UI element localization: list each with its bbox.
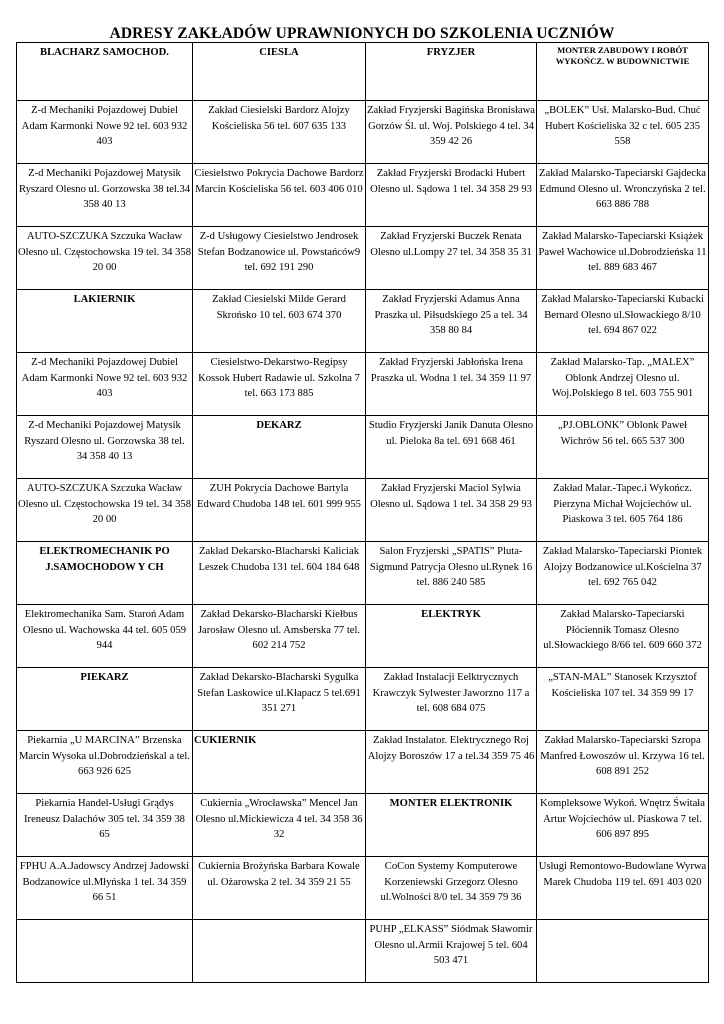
section-heading: ELEKTRYK: [366, 605, 537, 668]
address-cell: Z-d Usługowy Ciesielstwo Jendrosek Stefan Bodzanowice ul. Powstańców9 tel. 692 191 290: [193, 227, 366, 290]
section-heading: MONTER ELEKTRONIK: [366, 794, 537, 857]
empty-cell: [537, 920, 709, 983]
address-cell: Zakład Malarsko-Tapeciarski Kubacki Bernard Olesno ul.Słowackiego 8/10 tel. 694 867 022: [537, 290, 709, 353]
address-cell: Ciesielstwo Pokrycia Dachowe Bardorz Marcin Kościeliska 56 tel. 603 406 010: [193, 164, 366, 227]
address-cell: Cukiernia Brożyńska Barbara Kowale ul. Ożarowska 2 tel. 34 359 21 55: [193, 857, 366, 920]
table-row: [17, 479, 709, 542]
address-cell: Salon Fryzjerski „SPATIS” Pluta-Sigmund Patrycja Olesno ul.Rynek 16 tel. 886 240 585: [366, 542, 537, 605]
address-cell: „PJ.OBLONK” Oblonk Paweł Wichrów 56 tel. 665 537 300: [537, 416, 709, 479]
address-cell: Zakład Ciesielski Milde Gerard Skrońsko 10 tel. 603 674 370: [193, 290, 366, 353]
table-row: [17, 416, 709, 479]
address-cell: Zakład Malarsko-Tapeciarski Piontek Alojzy Bodzanowice ul.Kościelna 37 tel. 692 765 042: [537, 542, 709, 605]
column-header: FRYZJER: [366, 43, 537, 101]
empty-cell: [193, 920, 366, 983]
section-heading: PIEKARZ: [17, 668, 193, 731]
address-cell: Z-d Mechaniki Pojazdowej Dubiel Adam Karmonki Nowe 92 tel. 603 932 403: [17, 353, 193, 416]
address-cell: PUHP „ELKASS” Siódmak Sławomir Olesno ul.Armii Krajowej 5 tel. 604 503 471: [366, 920, 537, 983]
table-row: [17, 101, 709, 164]
address-cell: Piekarnia Handel-Usługi Grądys Ireneusz Dalachów 305 tel. 34 359 38 65: [17, 794, 193, 857]
table-row: [17, 794, 709, 857]
address-cell: Zakład Fryzjerski Brodacki Hubert Olesno ul. Sądowa 1 tel. 34 358 29 93: [366, 164, 537, 227]
table-row: [17, 605, 709, 668]
column-header: BLACHARZ SAMOCHOD.: [17, 43, 193, 101]
table-row: [17, 731, 709, 794]
address-cell: Zakład Malarsko-Tapeciarski Szropa Manfred Łowoszów ul. Krzywa 16 tel. 608 891 252: [537, 731, 709, 794]
address-cell: Elektromechanika Sam. Staroń Adam Olesno ul. Wachowska 44 tel. 605 059 944: [17, 605, 193, 668]
table-row: [17, 857, 709, 920]
address-cell: Zakład Fryzjerski Adamus Anna Praszka ul. Piłsudskiego 25 a tel. 34 358 80 84: [366, 290, 537, 353]
address-cell: Zakład Instalacji Eelktrycznych Krawczyk Sylwester Jaworzno 117 a tel. 608 684 075: [366, 668, 537, 731]
address-cell: Zakład Ciesielski Bardorz Alojzy Kościeliska 56 tel. 607 635 133: [193, 101, 366, 164]
empty-cell: [17, 920, 193, 983]
address-cell: Studio Fryzjerski Janik Danuta Olesno ul. Pieloka 8a tel. 691 668 461: [366, 416, 537, 479]
section-heading: LAKIERNIK: [17, 290, 193, 353]
address-cell: FPHU A.A.Jadowscy Andrzej Jadowski Bodzanowice ul.Młyńska 1 tel. 34 359 66 51: [17, 857, 193, 920]
address-cell: Kompleksowe Wykoń. Wnętrz Świtała Artur Wojciechów ul. Piaskowa 7 tel. 606 897 895: [537, 794, 709, 857]
address-cell: „STAN-MAL” Stanosek Krzysztof Kościeliska 107 tel. 34 359 99 17: [537, 668, 709, 731]
table-row: [17, 290, 709, 353]
address-cell: Zakład Dekarsko-Blacharski Sygulka Stefan Laskowice ul.Kłapacz 5 tel.691 351 271: [193, 668, 366, 731]
address-cell: Z-d Mechaniki Pojazdowej Matysik Ryszard Olesno ul. Gorzowska 38 tel. 34 358 40 13: [17, 416, 193, 479]
address-cell: CoCon Systemy Komputerowe Korzeniewski Grzegorz Olesno ul.Wolności 8/0 tel. 34 359 79 36: [366, 857, 537, 920]
address-cell: Zakład Fryzjerski Bagińska Bronisława Gorzów Śl. ul. Woj. Polskiego 4 tel. 34 359 42 26: [366, 101, 537, 164]
column-header: CIESLA: [193, 43, 366, 101]
section-heading: CUKIERNIK: [193, 731, 366, 794]
address-cell: Cukiernia „Wrocławska” Mencel Jan Olesno ul.Mickiewicza 4 tel. 34 358 36 32: [193, 794, 366, 857]
address-cell: Z-d Mechaniki Pojazdowej Dubiel Adam Karmonki Nowe 92 tel. 603 932 403: [17, 101, 193, 164]
section-heading: ELEKTROMECHANIK PO J.SAMOCHODOW Y CH: [17, 542, 193, 605]
table-row: [17, 668, 709, 731]
address-cell: Ciesielstwo-Dekarstwo-Regipsy Kossok Hubert Radawie ul. Szkolna 7 tel. 663 173 885: [193, 353, 366, 416]
table-row: [17, 353, 709, 416]
address-cell: AUTO-SZCZUKA Szczuka Wacław Olesno ul. Częstochowska 19 tel. 34 358 20 00: [17, 227, 193, 290]
address-cell: Zakład Fryzjerski Jabłońska Irena Praszka ul. Wodna 1 tel. 34 359 11 97: [366, 353, 537, 416]
address-cell: Zakład Malar.-Tapec.i Wykończ. Pierzyna Michał Wojciechów ul. Piaskowa 3 tel. 605 764 186: [537, 479, 709, 542]
address-cell: Zakład Dekarsko-Blacharski Kaliciak Leszek Chudoba 131 tel. 604 184 648: [193, 542, 366, 605]
address-cell: Zakład Malarsko-Tapeciarski Płóciennik Tomasz Olesno ul.Słowackiego 8/66 tel. 609 660 372: [537, 605, 709, 668]
address-cell: Zakład Fryzjerski Buczek Renata Olesno ul.Lompy 27 tel. 34 358 35 31: [366, 227, 537, 290]
addresses-table: [16, 42, 709, 983]
address-cell: ZUH Pokrycia Dachowe Bartyla Edward Chudoba 148 tel. 601 999 955: [193, 479, 366, 542]
section-heading: DEKARZ: [193, 416, 366, 479]
table-row: [17, 227, 709, 290]
table-row: [17, 920, 709, 983]
page-title: ADRESY ZAKŁADÓW UPRAWNIONYCH DO SZKOLENIA UCZNIÓW: [109, 25, 615, 42]
address-cell: Zakład Malarsko-Tap. „MALEX” Oblonk Andrzej Olesno ul. Woj.Polskiego 8 tel. 603 755 901: [537, 353, 709, 416]
address-cell: Zakład Dekarsko-Blacharski Kiełbus Jarosław Olesno ul. Amsberska 77 tel. 602 214 752: [193, 605, 366, 668]
table-row: [17, 542, 709, 605]
address-cell: Usługi Remontowo-Budowlane Wyrwa Marek Chudoba 119 tel. 691 403 020: [537, 857, 709, 920]
address-cell: Zakład Instalator. Elektrycznego Roj Alojzy Boroszów 17 a tel.34 359 75 46: [366, 731, 537, 794]
address-cell: „BOLEK” Usł. Malarsko-Bud. Chuć Hubert Kościeliska 32 c tel. 605 235 558: [537, 101, 709, 164]
address-cell: AUTO-SZCZUKA Szczuka Wacław Olesno ul. Częstochowska 19 tel. 34 358 20 00: [17, 479, 193, 542]
address-cell: Zakład Malarsko-Tapeciarski Książek Paweł Wachowice ul.Dobrodzieńska 11 tel. 889 683 467: [537, 227, 709, 290]
address-cell: Z-d Mechaniki Pojazdowej Matysik Ryszard Olesno ul. Gorzowska 38 tel.34 358 40 13: [17, 164, 193, 227]
address-cell: Zakład Fryzjerski Maciol Sylwia Olesno ul. Sądowa 1 tel. 34 358 29 93: [366, 479, 537, 542]
table-row: [17, 164, 709, 227]
column-header: MONTER ZABUDOWY I ROBÓT WYKOŃCZ. W BUDOWNICTWIE: [537, 43, 709, 101]
table-header-row: [17, 43, 709, 101]
address-cell: Piekarnia „U MARCINA” Brzenska Marcin Wysoka ul.Dobrodzieńskal a tel. 663 926 625: [17, 731, 193, 794]
address-cell: Zakład Malarsko-Tapeciarski Gajdecka Edmund Olesno ul. Wronczyńska 2 tel. 663 886 788: [537, 164, 709, 227]
